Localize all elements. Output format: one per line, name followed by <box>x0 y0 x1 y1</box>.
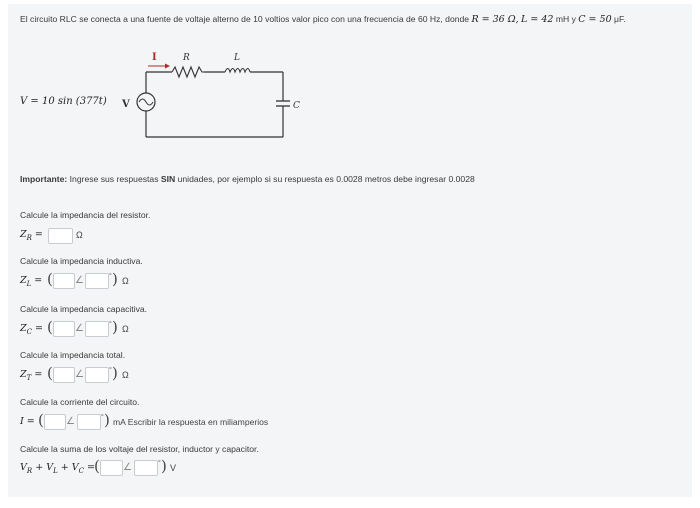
q4-magnitude-input[interactable] <box>53 367 75 383</box>
capacitance-unit: μF. <box>614 14 626 24</box>
q6-degree-icon: ° <box>158 460 161 467</box>
resistor-symbol <box>172 67 204 77</box>
note-bold-important: Importante: <box>20 174 68 184</box>
rlc-circuit-diagram <box>118 48 318 144</box>
q1-label <box>20 229 43 242</box>
q6-prompt: Calcule la suma de los voltaje del resistor, inductor y capacitor. <box>20 444 259 454</box>
inductance-value: L = 42 <box>521 14 554 25</box>
q4-close-paren: ) <box>112 364 118 382</box>
q6-magnitude-input[interactable] <box>100 460 123 476</box>
q6-phase-input[interactable] <box>134 460 158 476</box>
q3-open-paren: ( <box>47 318 53 336</box>
q5-angle-icon: ∠ <box>66 416 75 427</box>
q5-open-paren: ( <box>38 411 44 429</box>
q3-angle-icon: ∠ <box>75 323 84 334</box>
q5-label <box>20 416 35 427</box>
q3-equals: = <box>35 323 43 334</box>
q1-equals: = <box>34 229 43 240</box>
q3-prompt: Calcule la impedancia capacitiva. <box>20 304 148 314</box>
important-note <box>20 174 475 184</box>
q6-open-paren: ( <box>94 457 100 475</box>
q5-phase-input[interactable] <box>77 414 101 430</box>
q1-label-var: Z <box>20 229 27 240</box>
q4-angle-icon: ∠ <box>75 369 84 380</box>
q5-label-var: I <box>20 416 24 427</box>
q5-unit: mA Escribir la respuesta en miliamperios <box>113 417 269 427</box>
problem-prefix: El circuito RLC se conecta a una fuente de voltaje alterno de 10 voltios valor pico con una frecuencia de 60 Hz, donde <box>20 14 470 24</box>
q2-degree-icon: ° <box>109 273 112 280</box>
q1-label-sub: R <box>26 233 32 242</box>
q4-phase-input[interactable] <box>85 367 109 383</box>
q4-label <box>20 369 42 382</box>
source-label: V <box>122 99 130 110</box>
q6-var-c: V <box>71 462 79 473</box>
note-text-2: unidades, por ejemplo si su respuesta es 0.0028 metros debe ingresar 0.0028 <box>175 174 475 184</box>
q4-prompt: Calcule la impedancia total. <box>20 350 126 360</box>
q3-degree-icon: ° <box>109 321 112 328</box>
q1-prompt: Calcule la impedancia del resistor. <box>20 210 151 220</box>
q4-degree-icon: ° <box>109 367 112 374</box>
q6-label <box>20 462 95 475</box>
q1-zr-input[interactable] <box>48 228 73 244</box>
q5-magnitude-input[interactable] <box>44 414 66 430</box>
q2-unit: Ω <box>122 276 129 286</box>
q4-label-sub: T <box>26 373 32 382</box>
q2-close-paren: ) <box>112 270 118 288</box>
q3-phase-input[interactable] <box>85 321 109 337</box>
q6-sub-c: C <box>78 466 84 475</box>
inductance-unit: mH y <box>555 14 576 24</box>
q3-label-var: Z <box>20 323 27 334</box>
q4-label-var: Z <box>20 369 27 380</box>
q5-equals: = <box>26 416 35 427</box>
current-arrow-head <box>165 64 170 69</box>
q6-plus-2: + <box>60 462 69 473</box>
q3-close-paren: ) <box>112 318 118 336</box>
q1-unit: Ω <box>76 230 83 240</box>
q4-equals: = <box>34 369 43 380</box>
q5-close-paren: ) <box>104 411 110 429</box>
q2-label-var: Z <box>20 275 27 286</box>
resistor-label: R <box>183 53 190 63</box>
current-label: I <box>152 52 157 63</box>
q6-angle-icon: ∠ <box>123 462 132 473</box>
q3-magnitude-input[interactable] <box>53 321 75 337</box>
q2-magnitude-input[interactable] <box>53 273 75 289</box>
q6-plus-1: + <box>35 462 44 473</box>
q6-equals: = <box>87 462 95 473</box>
q6-sub-l: L <box>53 466 58 475</box>
q2-label-sub: L <box>26 279 32 288</box>
inductor-symbol <box>225 69 250 73</box>
q4-unit: Ω <box>122 370 129 380</box>
q3-label-sub: C <box>26 327 32 336</box>
q6-var-r: V <box>20 462 27 473</box>
resistance-value: R = 36 Ω, <box>471 14 519 25</box>
note-text-1: Ingrese sus respuestas <box>67 174 161 184</box>
circuit-wires <box>146 72 283 137</box>
q6-close-paren: ) <box>161 457 167 475</box>
capacitance-value: C = 50 <box>578 14 612 25</box>
q6-unit: V <box>170 463 177 473</box>
inductor-label: L <box>234 53 240 63</box>
q2-phase-input[interactable] <box>85 273 109 289</box>
q3-label <box>20 323 43 336</box>
question-panel <box>8 4 692 497</box>
q2-equals: = <box>34 275 43 286</box>
q6-sub-r: R <box>26 466 33 475</box>
q3-unit: Ω <box>122 324 129 334</box>
problem-statement <box>20 14 626 25</box>
q2-open-paren: ( <box>47 270 53 288</box>
q2-angle-icon: ∠ <box>75 275 84 286</box>
q5-prompt: Calcule la corriente del circuito. <box>20 397 140 407</box>
q2-label <box>20 275 42 288</box>
q6-var-l: V <box>46 462 54 473</box>
q5-degree-icon: ° <box>101 414 104 421</box>
note-bold-sin: SIN <box>160 174 176 184</box>
voltage-equation: V = 10 sin (377t) <box>20 96 107 107</box>
capacitor-label: C <box>293 101 300 111</box>
q2-prompt: Calcule la impedancia inductiva. <box>20 256 143 266</box>
q4-open-paren: ( <box>47 364 53 382</box>
